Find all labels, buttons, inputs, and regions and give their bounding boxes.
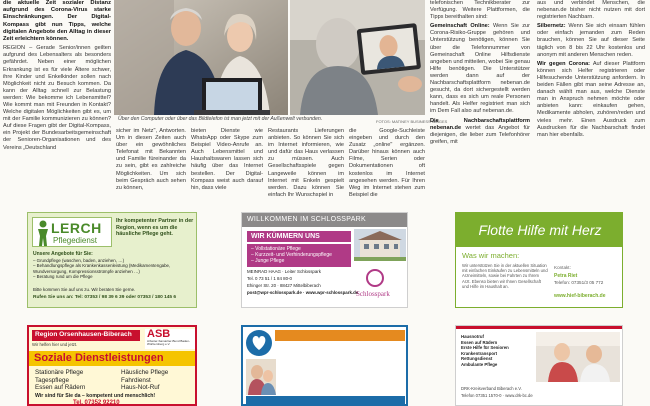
lerch-slogan: Ihr kompetenter Partner in der Region, wenn es um die häusliche Pflege geht. — [116, 218, 194, 238]
ad-drk-kreis[interactable] — [455, 325, 623, 406]
ad-flotte-hilfe[interactable] — [455, 212, 623, 308]
article-right-column-1 — [430, 0, 530, 206]
asb-title: Soziale Dienstleistungen — [29, 351, 195, 366]
article-column-5 — [349, 128, 425, 206]
drk-photo — [536, 332, 620, 382]
lerch-offer-item: – Beratung rund um die Pflege — [33, 274, 93, 280]
drk-service-item: Essen auf Rädern — [461, 339, 498, 345]
asb-footer: Wir sind für Sie da – kompetent und menschlich! — [35, 393, 156, 399]
buerger-header — [275, 330, 405, 341]
hilfe-web[interactable]: www.hief-biberach.de — [554, 293, 606, 299]
right2-intro: aus und verbindet Menschen, die nebenan.de bisher nicht nutzen mit dort registrierten Nachbarn. — [537, 0, 645, 21]
asb-badge-sub: Arbeiter-Samariter-Bund Baden-Württemberg e.V. — [147, 339, 191, 347]
schlosspark-item: – Vollstationäre Pflege — [251, 246, 301, 252]
article-column-2 — [116, 128, 186, 206]
schlosspark-building-photo — [354, 229, 406, 261]
right2-body-silbernetz: Wenn Sie sich einsam fühlen oder einfach jemanden zum Reden brauchen, können Sie auf dieser Seite täglich von 8 bis 22 Uhr kostenlos und anonym mit anderen Menschen reden. — [537, 23, 645, 58]
asb-region: Region Orsenhausen-Biberach — [32, 330, 140, 341]
article-column-3 — [191, 128, 263, 206]
ad-lerch-pflegedienst[interactable] — [27, 212, 197, 308]
asb-service-item: Tagespflege — [35, 376, 69, 384]
hilfe-contact-name: Petra Riet — [554, 273, 578, 279]
drk-address: DRK-Kreisverband Biberach e.V. — [461, 386, 522, 391]
schlosspark-item: – Kurzzeit- und Verhinderungspflege — [251, 252, 332, 259]
hilfe-title: Flotte Hilfe mit Herz — [456, 213, 623, 247]
schlosspark-logo: Schlosspark — [356, 290, 390, 298]
schlosspark-item: – Junge Pflege — [251, 258, 285, 265]
article-lead: die aktuelle Zeit sozialer Distanz aufgrund des Corona-Virus starke Einschränkungen. Der Digital-Kompass gibt nun Tipps, welche digitalen Angebote den Alltag in dieser Zeit erleichtern können. — [3, 0, 111, 43]
asb-service-item: Häusliche Pflege — [121, 369, 169, 376]
schlosspark-contact-name: MEINRAD HAAG · Leiter Schlosspark — [247, 269, 321, 274]
hilfe-heading: Was wir machen: — [462, 251, 520, 260]
asb-badge — [145, 329, 195, 349]
hilfe-body: Wir unterstützen Sie in der aktuellen Situation mit einfachen Einkäufen zu Lebensmitteln und Arzneimitteln, sowie bei Fahrten zu Ihrem Arzt. Ebenso bieten wir Ihnen Gesellschaft und Hilfe im Haushalt an. — [462, 263, 548, 289]
lerch-logo-sub: Pflegedienst — [53, 236, 98, 245]
asb-service-item: Haus-Not-Ruf — [121, 384, 160, 392]
couple-photo-illustration — [114, 0, 288, 115]
lerch-offer-list — [33, 258, 193, 280]
hilfe-phone[interactable]: Telefon: 07351/3 05 772 — [554, 280, 604, 285]
right1-subhead-gemeinschaft: Gemeinschaft Online: — [430, 23, 490, 30]
right2-subhead-silbernetz: Silbernetz: — [537, 23, 566, 30]
lerch-phone-line[interactable]: Rufen Sie uns an: Tel: 07353 / 98 39 6 39 oder 07353 / 180 145 6 — [33, 295, 177, 300]
right2-subhead-wirgegencorona: Wir gegen Corona: — [537, 60, 591, 67]
schlosspark-title: WILLKOMMEN IM SCHLOSSPARK — [242, 213, 408, 227]
photo-caption: Über den Computer oder über das Bildtelefon ist man jetzt mit der Außenwelt verbunden. — [118, 116, 323, 122]
schlosspark-logo-icon — [366, 269, 384, 287]
heart-hands-icon — [246, 330, 272, 356]
person-figure-icon — [36, 220, 50, 246]
asb-phone[interactable]: Tel. 07352 92210 — [73, 400, 120, 406]
drk-service-item: Ambulante Pflege — [461, 361, 498, 367]
right1-body-nebenan: wertet das Angebot für diejenigen, die lieber zum Telefonhörer greifen, mit — [430, 124, 530, 145]
drk-service-list — [461, 334, 531, 368]
asb-service-item: Fahrdienst — [121, 376, 151, 384]
article-right-column-2 — [537, 0, 645, 206]
asb-service-item: Essen auf Rädern — [35, 384, 86, 392]
article-body-left: REGION – Gerade Senior/innen geilten aufgrund des Lebensalters als besonders gefährdet. Neben einer möglichen Erkrankung ist es für viele Ältere schwer, ihre Kinder und Enkelkinder sollen nach Möglichkeit nicht zu Besuch kommen. Da kann der Alltag schnell zur Belastung werden: Wie bekomme ich Lebensmittel? Wie kommt man mit Freunden in Kontakt? Welche digitalen Möglichkeiten gibt es, um mit der Familie kommunizieren zu können? Auf diese Fragen gibt der Digital-Kompass, ein Projekt der Bundesarbeitsgemeinschaft der Senioren-Organisationen und des Vereins „Deutschland — [3, 45, 111, 151]
lerch-offer-item: – Behandlungspflege als Krankenkassenleistung (Medikamentengabe, Wundversorgung, Kompressionsstrümpfe anziehen …) — [33, 263, 171, 274]
right1-subhead-nebenan: Die Nachbarschaftsplattform nebenan.de — [430, 117, 530, 131]
photo-video-call — [290, 0, 425, 115]
buerger-photo — [246, 359, 276, 395]
drk-service-item: Krankentransport — [461, 350, 498, 356]
schlosspark-address: Ehinger Str. 20 · 88427 Mittelbiberach — [247, 283, 321, 288]
drk-phone[interactable]: Telefon 07351 1570-0 · www.drk-bc.de — [461, 393, 533, 398]
photo-couple-at-computer — [114, 0, 288, 115]
lerch-logo: LERCH — [51, 220, 102, 236]
article-left-column — [3, 0, 111, 206]
ad-schlosspark[interactable] — [241, 212, 408, 308]
article-column-4 — [268, 128, 344, 206]
asb-logo: ASB — [147, 328, 171, 340]
lerch-note: Bitte kommen Sie auf uns zu. Wir beraten Sie gerne. — [33, 287, 136, 292]
video-call-photo-illustration — [290, 0, 425, 115]
schlosspark-subtitle: WIR KÜMMERN UNS — [247, 231, 351, 242]
article-column-2-text: sicher im Netz", Antworten. Um in diesen Zeiten auch über ein gewöhnliches Telefonat mit Bekannten und Familie füreinander da zu sein, gibt es zahlreiche Möglichkeiten. Um sich beim Gespräch auch sehen zu können, — [116, 128, 186, 191]
asb-right-list — [121, 369, 168, 392]
drk-service-item: Erste Hilfe für Senioren — [461, 345, 509, 351]
drk-service-item: Hausnotruf — [461, 334, 484, 339]
senior-photo-illustration — [246, 359, 276, 395]
article-column-5-text: die Google-Suchleiste eingeben und durch den Zusatz „online" ergänzen. Darüber hinaus können auch Filme, Serien oder Dokumentationen oft kostenlos im Internet angesehen werden. Für Ihren Weg im Internet stehen zum Beispiel die — [349, 128, 425, 198]
right2-body-wirgegencorona: Auf dieser Plattform können sich Helfer registrieren oder Hilfesuchende Unterstützung anfordern. In beiden Fällen gibt man seine Adresse an, danach wählt man aus, welche Dienste man in Anspruch nehmen möchte oder anbieten kann: einkaufen gehen, Medikamente abholen, zuhören/reden und vieles mehr. Einen Ausdruck zum Ausdrucken für die Nachbarschaft findet man hier ebenfalls. — [537, 60, 645, 138]
lerch-logo-block — [32, 217, 112, 247]
schlosspark-web[interactable]: post@wpr-schlosspark.de · www.wpr-schlosspark.de — [247, 290, 359, 295]
ad-asb[interactable] — [27, 325, 197, 406]
lerch-offer-title: Unsere Angebote für Sie: — [33, 251, 93, 257]
hilfe-contact-label: Kontakt: — [554, 265, 571, 270]
drk-service-item: Rettungsdienst — [461, 356, 493, 362]
schlosspark-items — [247, 244, 351, 267]
asb-service-item: Stationäre Pflege — [35, 369, 84, 376]
ad-buerger-sozial[interactable] — [241, 325, 408, 406]
building-icon — [354, 229, 406, 261]
asb-left-list — [35, 369, 85, 392]
photo-credit: FOTOS: MATINEY BUSINESS IMAGES — [376, 119, 448, 124]
right1-body-gemeinschaft: Wenn Sie zur Corona-Risiko-Gruppe gehören und Unterstützung benötigen, können Sie über die Telefonnummer von Gemeinschaft Online Hilfsdienste angeben und mitteilen, wobei Sie genau Hilfe benötigen. Die Unterstützer werden dann auf der Nachbarschaftsplattform nebenan.de gesucht, da dort sichergestellt werden kann, dass es sich um reale Personen handelt. Als Helfer registriert man sich im Dem Fall also auf nebenan.de. — [430, 23, 530, 115]
asb-tagline: Wir helfen hier und jetzt. — [32, 342, 78, 347]
drk-red-bar — [456, 326, 623, 329]
buerger-logo — [246, 330, 272, 356]
article-column-4-text: Restaurants Lieferungen anbieten. So können Sie sich im Internet informieren, wie und dafür das Haus verlassen zu müssen. Auch Gesellschaftsspiele gegen Langeweile können im Internet mit Enkeln gespielt werden. Dazu können Sie einfach Ihr Wunschspiel in — [268, 128, 344, 198]
buerger-footer — [246, 396, 405, 404]
schlosspark-phone[interactable]: Tel. 0 73 51 / 1 84 80-0 — [247, 276, 292, 281]
right1-intro: telefonischen Technikberater zur Verfügung. Weitere Plattformen, die Tipps bereithalten sind: — [430, 0, 530, 21]
caregiver-photo-illustration — [536, 332, 620, 382]
article-column-3-text: bieten Dienste wie WhatsApp oder Skype zum Beispiel Video-Anrufe an. Auch Lebensmittel und Haushaltswaren lassen sich häufig über das Internet bestellen. Der Digital-Kompass weist auch darauf hin, dass viele — [191, 128, 263, 191]
lerch-offer-item: – Grundpflege (waschen, baden, anziehen, …) — [33, 258, 125, 263]
